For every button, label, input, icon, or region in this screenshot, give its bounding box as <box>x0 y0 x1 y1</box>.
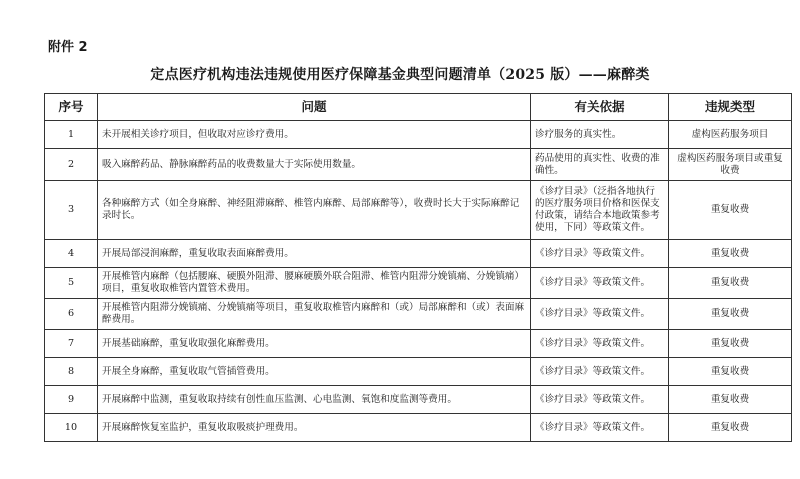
row-basis: 《诊疗目录》等政策文件。 <box>531 414 669 442</box>
row-issue: 开展椎管内麻醉（包括腰麻、硬膜外阻滞、腰麻硬膜外联合阻滞、椎管内阻滞分娩镇痛、分娩镇痛）项目，重复收取椎管内置管术费用。 <box>98 268 531 299</box>
row-issue: 开展局部浸润麻醉，重复收取表面麻醉费用。 <box>98 240 531 268</box>
row-issue: 开展椎管内阻滞分娩镇痛、分娩镇痛等项目，重复收取椎管内麻醉和（或）局部麻醉和（或）表面麻醉费用。 <box>98 299 531 330</box>
row-type: 重复收费 <box>669 414 792 442</box>
issues-table <box>44 93 792 442</box>
row-issue: 吸入麻醉药品、静脉麻醉药品的收费数量大于实际使用数量。 <box>98 149 531 181</box>
row-no: 8 <box>45 358 98 386</box>
row-type: 重复收费 <box>669 268 792 299</box>
row-type: 重复收费 <box>669 358 792 386</box>
row-no: 5 <box>45 268 98 299</box>
row-no: 6 <box>45 299 98 330</box>
table-header-row <box>45 94 792 121</box>
row-type: 重复收费 <box>669 240 792 268</box>
row-issue: 未开展相关诊疗项目，但收取对应诊疗费用。 <box>98 121 531 149</box>
row-type: 重复收费 <box>669 299 792 330</box>
table-row <box>45 358 792 386</box>
row-basis: 《诊疗目录》等政策文件。 <box>531 268 669 299</box>
table-row <box>45 330 792 358</box>
table-row <box>45 414 792 442</box>
row-basis: 《诊疗目录》等政策文件。 <box>531 358 669 386</box>
table-row <box>45 386 792 414</box>
table-row <box>45 268 792 299</box>
row-no: 4 <box>45 240 98 268</box>
row-type: 重复收费 <box>669 386 792 414</box>
row-no: 2 <box>45 149 98 181</box>
row-type: 重复收费 <box>669 330 792 358</box>
row-no: 3 <box>45 181 98 240</box>
page-title: 定点医疗机构违法违规使用医疗保障基金典型问题清单（2025 版）——麻醉类 <box>150 67 650 83</box>
header-no: 序号 <box>45 94 98 121</box>
row-basis: 《诊疗目录》（泛指各地执行的医疗服务项目价格和医保支付政策，请结合本地政策参考使用，下同）等政策文件。 <box>531 181 669 240</box>
row-issue: 开展麻醉恢复室监护，重复收取吸痰护理费用。 <box>98 414 531 442</box>
row-type: 虚构医药服务项目或重复收费 <box>669 149 792 181</box>
table-row <box>45 121 792 149</box>
row-type: 重复收费 <box>669 181 792 240</box>
row-type: 虚构医药服务项目 <box>669 121 792 149</box>
row-issue: 开展基础麻醉，重复收取强化麻醉费用。 <box>98 330 531 358</box>
attachment-label: 附件 2 <box>48 40 88 55</box>
row-no: 1 <box>45 121 98 149</box>
row-basis: 《诊疗目录》等政策文件。 <box>531 386 669 414</box>
table-row <box>45 149 792 181</box>
header-type: 违规类型 <box>669 94 792 121</box>
header-issue: 问题 <box>98 94 531 121</box>
table-row <box>45 181 792 240</box>
row-basis: 药品使用的真实性、收费的准确性。 <box>531 149 669 181</box>
row-no: 9 <box>45 386 98 414</box>
row-basis: 《诊疗目录》等政策文件。 <box>531 299 669 330</box>
row-no: 7 <box>45 330 98 358</box>
row-issue: 各种麻醉方式（如全身麻醉、神经阻滞麻醉、椎管内麻醉、局部麻醉等），收费时长大于实际麻醉记录时长。 <box>98 181 531 240</box>
row-basis: 《诊疗目录》等政策文件。 <box>531 330 669 358</box>
table-row <box>45 299 792 330</box>
row-issue: 开展麻醉中监测，重复收取持续有创性血压监测、心电监测、氧饱和度监测等费用。 <box>98 386 531 414</box>
header-basis: 有关依据 <box>531 94 669 121</box>
row-issue: 开展全身麻醉，重复收取气管插管费用。 <box>98 358 531 386</box>
table-row <box>45 240 792 268</box>
row-no: 10 <box>45 414 98 442</box>
row-basis: 诊疗服务的真实性。 <box>531 121 669 149</box>
row-basis: 《诊疗目录》等政策文件。 <box>531 240 669 268</box>
